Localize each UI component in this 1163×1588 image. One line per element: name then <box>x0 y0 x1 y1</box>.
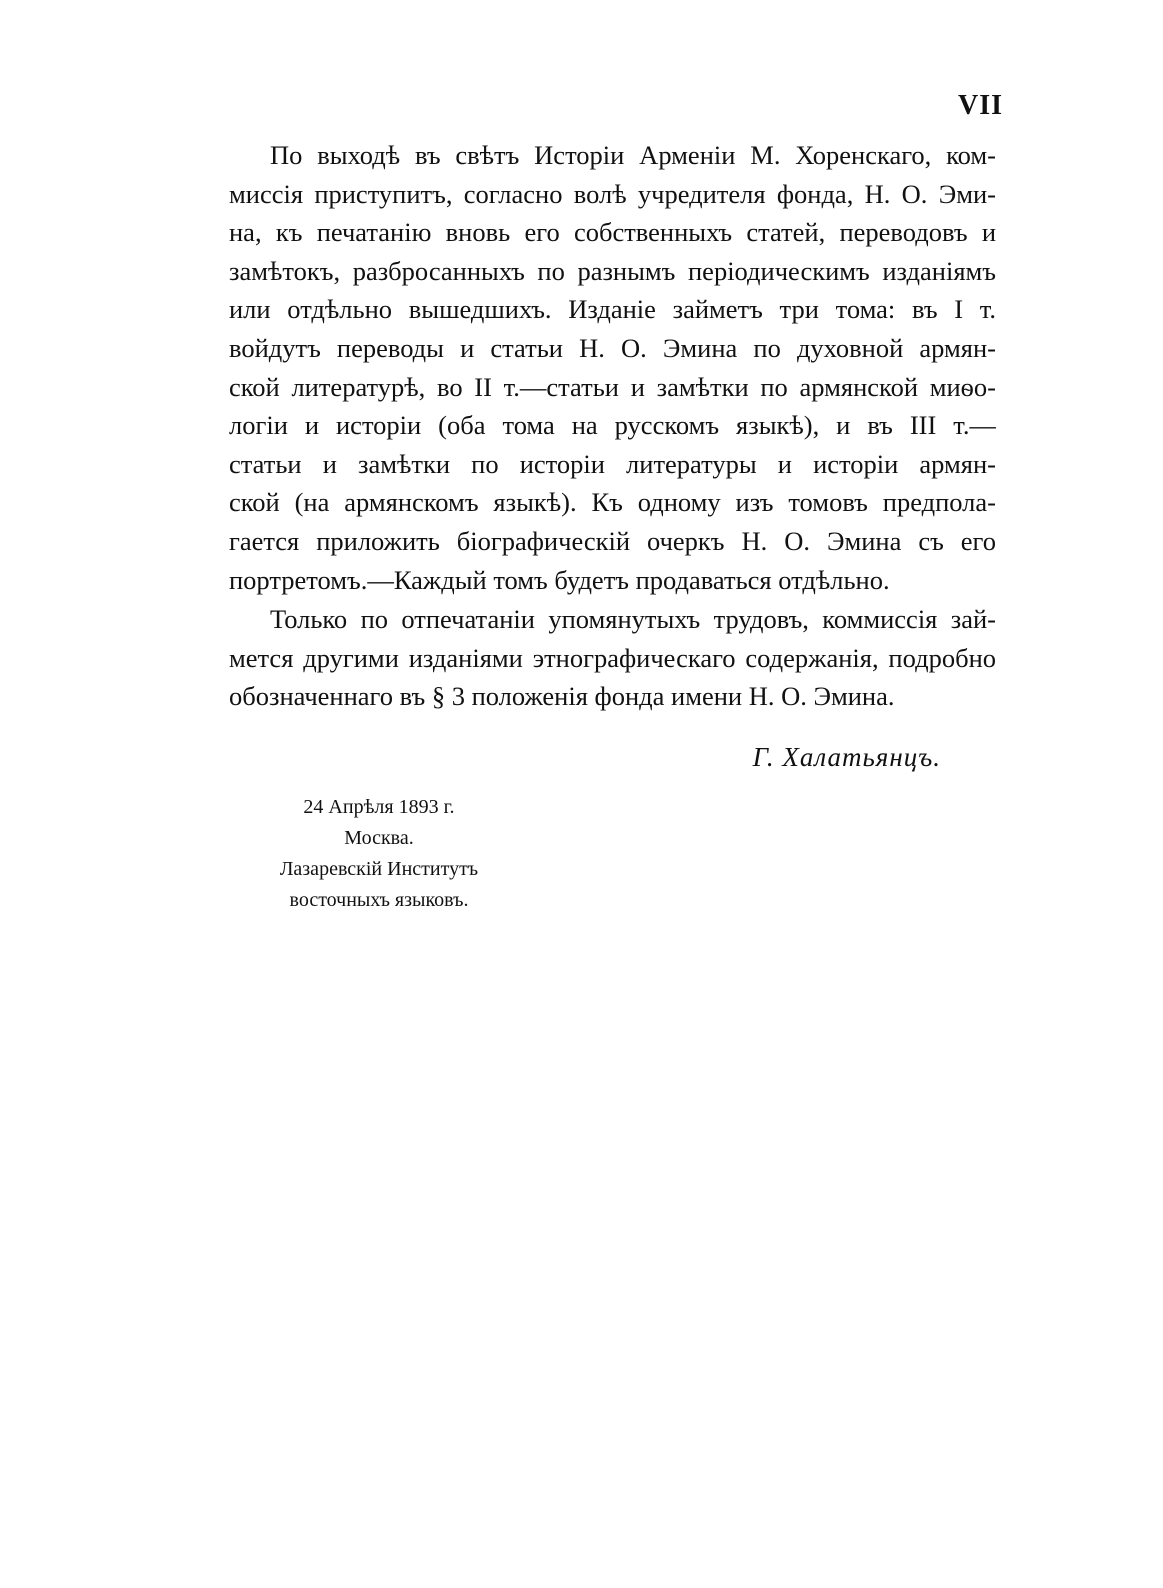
text-line: статьи и замѣтки по исторіи литературы и исторіи армян- <box>229 448 996 479</box>
text-line: мется другими изданіями этнографическаго содержанія, подробно <box>229 642 996 673</box>
page-number: VII <box>957 90 1003 121</box>
dateline-institute: Лазаревскій Институтъ <box>279 858 479 880</box>
text-line: миссія приступитъ, согласно волѣ учредителя фонда, Н. О. Эми- <box>229 178 996 209</box>
text-line: на, къ печатанію вновь его собственныхъ статей, переводовъ и <box>229 217 996 248</box>
author-signature: Г. Халатьянцъ. <box>752 742 941 772</box>
text-line: замѣтокъ, разбросанныхъ по разнымъ періодическимъ изданіямъ <box>229 255 996 286</box>
text-line: По выходѣ въ свѣтъ Исторіи Арменіи М. Хоренскаго, ком- <box>270 140 996 170</box>
text-line: гается приложить біографическій очеркъ Н. О. Эмина съ его <box>229 525 996 556</box>
text-line: логіи и исторіи (оба тома на русскомъ языкѣ), и въ III т.— <box>229 410 996 441</box>
dateline-date: 24 Апрѣля 1893 г. <box>303 796 455 818</box>
body-text <box>229 136 996 716</box>
text-line: ской (на армянскомъ языкѣ). Къ одному изъ томовъ предпола- <box>229 487 996 518</box>
text-line: войдутъ переводы и статьи Н. О. Эмина по духовной армян- <box>229 332 996 363</box>
text-line: портретомъ.—Каждый томъ будетъ продаваться отдѣльно. <box>229 564 890 595</box>
text-line: или отдѣльно вышедшихъ. Изданіе займетъ три тома: въ I т. <box>229 294 996 325</box>
dateline-institute-cont: восточныхъ языковъ. <box>289 889 469 911</box>
text-line: Только по отпечатаніи упомянутыхъ трудовъ, коммиссія зай- <box>270 604 996 635</box>
paragraph-2 <box>229 600 996 716</box>
dateline <box>234 792 524 916</box>
text-line: ской литературѣ, во II т.—статьи и замѣтки по армянской миѳо- <box>229 371 996 402</box>
text-line: обозначеннаго въ § 3 положенія фонда имени Н. О. Эмина. <box>229 681 895 712</box>
paragraph-1 <box>229 136 996 599</box>
dateline-city: Москва. <box>344 827 414 849</box>
